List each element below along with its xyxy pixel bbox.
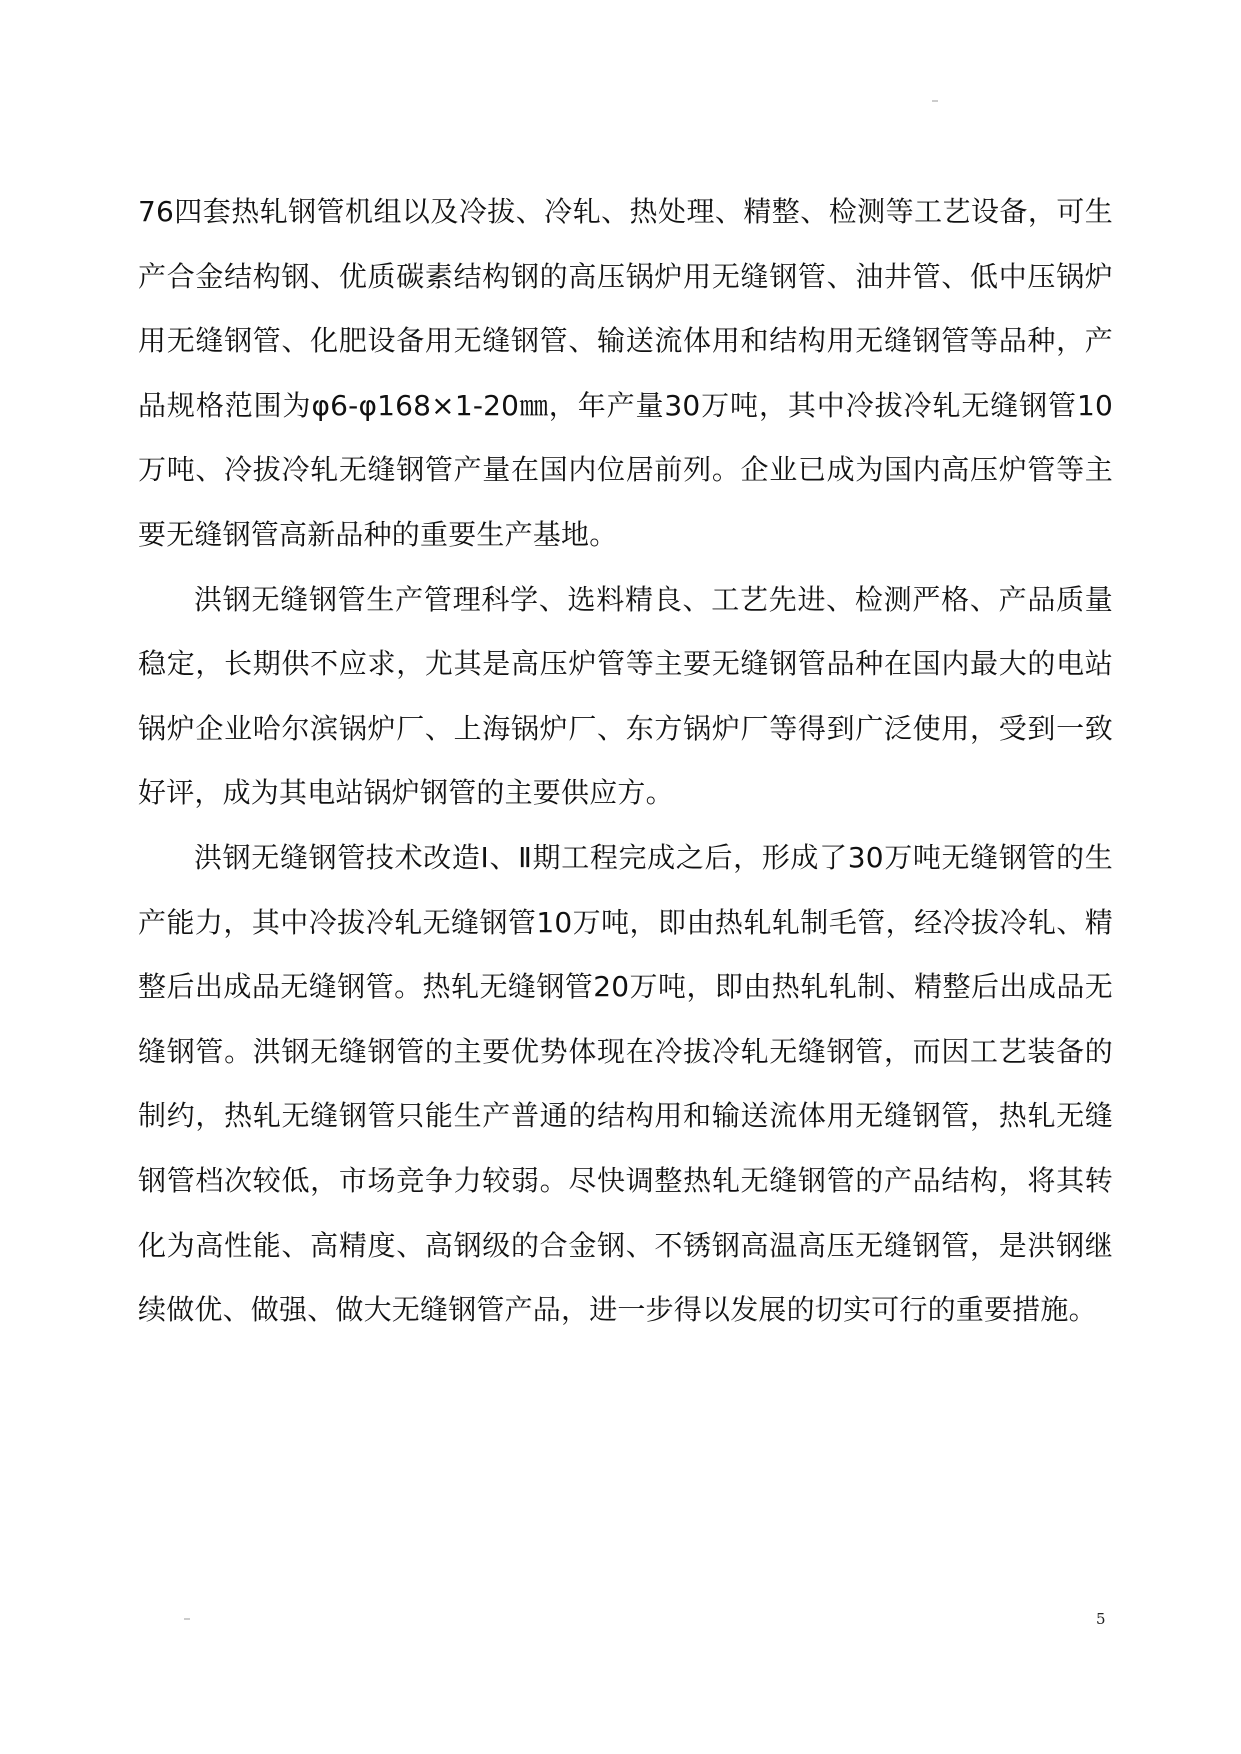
scan-mark-bottom xyxy=(184,1618,190,1620)
body-text xyxy=(138,180,1113,1343)
paragraph-renovation: 洪钢无缝钢管技术改造Ⅰ、Ⅱ期工程完成之后，形成了30万吨无缝钢管的生产能力，其中冷拔冷轧无缝钢管10万吨，即由热轧轧制毛管，经冷拔冷轧、精整后出成品无缝钢管。热轧无缝钢管20万吨，即由热轧轧制、精整后出成品无缝钢管。洪钢无缝钢管的主要优势体现在冷拔冷轧无缝钢管，而因工艺装备的制约，热轧无缝钢管只能生产普通的结构用和输送流体用无缝钢管，热轧无缝钢管档次较低，市场竞争力较弱。尽快调整热轧无缝钢管的产品结构，将其转化为高性能、高精度、高钢级的合金钢、不锈钢高温高压无缝钢管，是洪钢继续做优、做强、做大无缝钢管产品，进一步得以发展的切实可行的重要措施。 xyxy=(138,840,1113,1327)
scan-mark-top xyxy=(932,100,938,102)
paragraph-continued: 76四套热轧钢管机组以及冷拔、冷轧、热处理、精整、检测等工艺设备，可生产合金结构钢、优质碳素结构钢的高压锅炉用无缝钢管、油井管、低中压锅炉用无缝钢管、化肥设备用无缝钢管、输送流体用和结构用无缝钢管等品种，产品规格范围为φ6-φ168×1-20㎜，年产量30万吨，其中冷拔冷轧无缝钢管10万吨、冷拔冷轧无缝钢管产量在国内位居前列。企业已成为国内高压炉管等主要无缝钢管高新品种的重要生产基地。 xyxy=(138,195,1113,551)
paragraph-quality: 洪钢无缝钢管生产管理科学、选料精良、工艺先进、检测严格、产品质量稳定，长期供不应求，尤其是高压炉管等主要无缝钢管品种在国内最大的电站锅炉企业哈尔滨锅炉厂、上海锅炉厂、东方锅炉厂等得到广泛使用，受到一致好评，成为其电站锅炉钢管的主要供应方。 xyxy=(138,582,1113,810)
page-number: 5 xyxy=(1096,1610,1106,1628)
